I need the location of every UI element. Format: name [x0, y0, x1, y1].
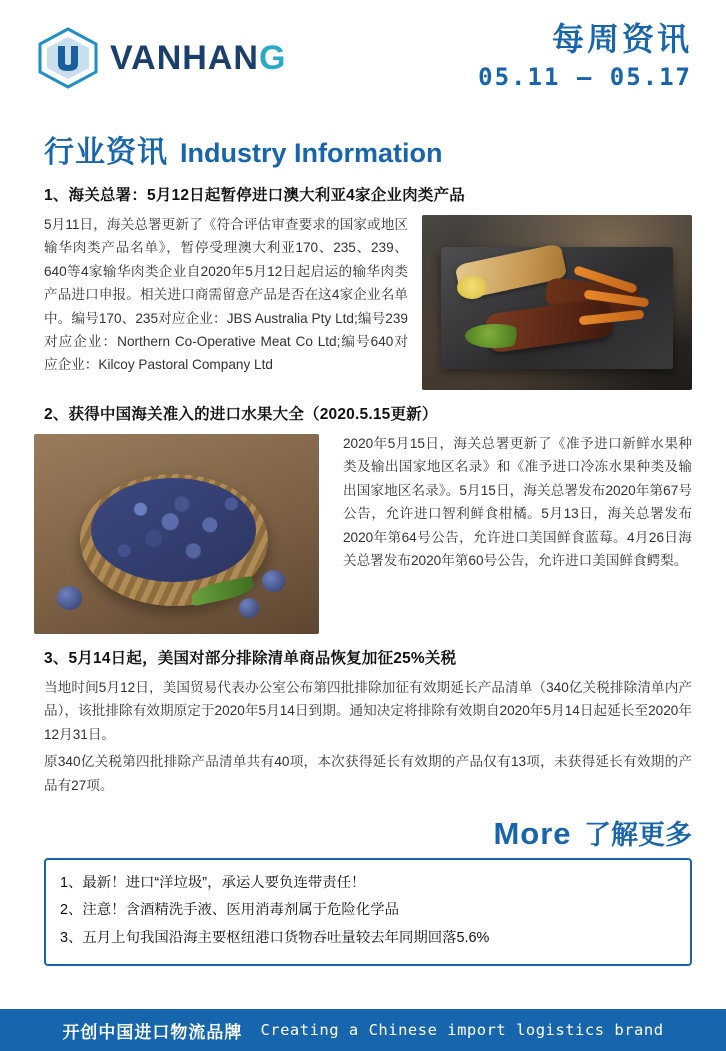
- article-1-body: 5月11日，海关总署更新了《符合评估审查要求的国家或地区输华肉类产品名单》，暂停受理澳大利亚170、235、239、640等4家输华肉类企业自2020年5月12日起启运的输华肉类产品进口申报。相关进口商需留意产品是否在这4家企业名单中。编号170、235对应企业：JBS Australia Pty Ltd;编号239对应企业：Northern Co-Operative Meat Co Ltd;编号640对应企业：Kilcoy Pastoral Company Ltd: [44, 217, 408, 373]
- more-list: [44, 858, 692, 966]
- page-footer: [0, 1009, 726, 1051]
- article-3-paragraph-2: 原340亿关税第四批排除产品清单共有40项，本次获得延长有效期的产品仅有13项，未获得延长有效期的产品有27项。: [44, 754, 692, 793]
- list-item[interactable]: 3、五月上旬我国沿海主要枢纽港口货物吞吐量较去年同期回落5.6%: [60, 929, 490, 946]
- grilled-meat-photo: [422, 215, 692, 390]
- brand-logo: [36, 26, 286, 90]
- list-item[interactable]: 1、最新！进口“洋垃圾”，承运人要负连带责任！: [60, 874, 366, 891]
- more-heading-en: More: [493, 815, 572, 851]
- section-heading-cn: 行业资讯: [44, 136, 168, 169]
- brand-wordmark: [110, 39, 286, 78]
- article-3-body: [44, 676, 692, 797]
- article-3-paragraph-1: 当地时间5月12日，美国贸易代表办公室公布第四批排除加征有效期延长产品清单（340亿关税排除清单内产品），该批排除有效期原定于2020年5月14日到期。通知决定将排除有效期自2020年5月14日起延长至2020年12月31日。: [44, 680, 692, 742]
- article-1-heading: 1、海关总署：5月12日起暂停进口澳大利亚4家企业肉类产品: [44, 187, 465, 204]
- footer-slogan-en: Creating a Chinese import logistics brand: [260, 1021, 664, 1039]
- brand-wordmark-main: VANHAN: [110, 38, 259, 77]
- page-header: [0, 0, 726, 113]
- vanhang-logo-icon: [36, 26, 100, 90]
- header-title-block: [478, 22, 692, 91]
- article-3-heading: 3、5月14日起，美国对部分排除清单商品恢复加征25%关税: [44, 650, 457, 667]
- article-2-heading: 2、获得中国海关准入的进口水果大全（2020.5.15更新）: [44, 406, 438, 423]
- article-1: [34, 183, 692, 390]
- more-heading: [0, 813, 692, 852]
- section-heading: [44, 127, 726, 171]
- article-2-body: 2020年5月15日，海关总署更新了《准予进口新鲜水果种类及输出国家地区名录》和《准予进口冷冻水果种类及输出国家地区名录》。5月15日，海关总署发布2020年第67号公告，允许进口智利鲜食柑橘。5月13日，海关总署发布2020年第64号公告，允许进口美国鲜食蓝莓。4月26日海关总署发布2020年第60号公告，允许进口美国鲜食鳄梨。: [343, 436, 692, 568]
- list-item[interactable]: 2、注意！含酒精洗手液、医用消毒剂属于危险化学品: [60, 902, 399, 919]
- footer-slogan-cn: 开创中国进口物流品牌: [62, 1022, 243, 1042]
- article-3: [34, 646, 692, 797]
- articles-container: [0, 183, 726, 797]
- brand-wordmark-accent: G: [258, 38, 287, 77]
- more-heading-cn: 了解更多: [584, 819, 692, 850]
- section-heading-en: Industry Information: [180, 138, 443, 168]
- blueberries-photo: [34, 434, 319, 634]
- page-title: 每周资讯: [551, 21, 692, 57]
- issue-date-range: 05.11 — 05.17: [478, 63, 692, 92]
- article-2: [34, 402, 692, 634]
